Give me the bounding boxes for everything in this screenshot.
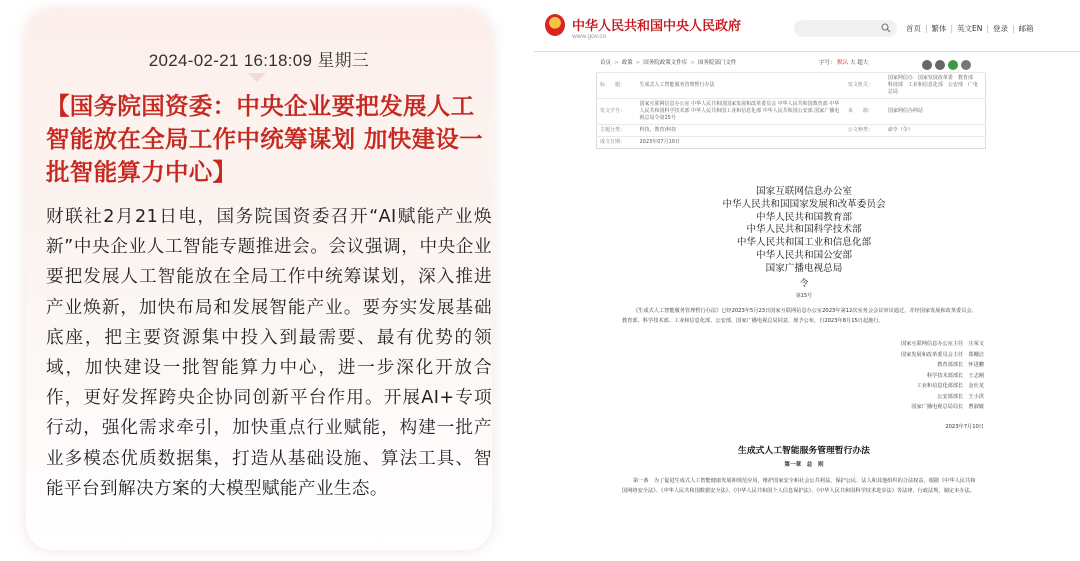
- breadcrumb: [600, 58, 736, 66]
- weibo-icon[interactable]: [935, 60, 945, 70]
- signatory: 工业和信息化部部长 金壮龙: [916, 383, 984, 389]
- link-login[interactable]: 登录: [992, 24, 1008, 33]
- agency-line: 中华人民共和国教育部: [756, 211, 852, 223]
- breadcrumb-sep: >: [635, 60, 641, 66]
- font-size-selector: [819, 58, 868, 66]
- meta-key: 发文机关：: [845, 73, 885, 99]
- document-meta-table: [596, 72, 986, 149]
- news-card: [26, 10, 492, 550]
- agency-line: 中华人民共和国科学技术部: [746, 224, 862, 236]
- meta-key: 来 源：: [845, 99, 885, 125]
- link-traditional[interactable]: 繁体: [931, 24, 947, 33]
- font-size-label: 字号：: [819, 60, 836, 66]
- preface-paragraph: 《生成式人工智能服务管理暂行办法》已经2023年5月23日国家互联网信息办公室2023年第12次室务会会议审议通过，并经国家发展和改革委员会、教育部、科学技术部、工业和信息化部、公安部、国家广播电视总局同意，现予公布，自2023年8月15日起施行。: [622, 308, 977, 324]
- font-size-large[interactable]: 大: [850, 60, 856, 66]
- link-english[interactable]: 英文EN: [957, 24, 983, 33]
- search-icon[interactable]: [881, 23, 891, 33]
- meta-topic: 科技、教育\科技: [637, 125, 845, 137]
- agency-line: 国家互联网信息办公室: [756, 186, 852, 197]
- chapter-title: 第一章 总 则: [784, 462, 824, 468]
- separator: |: [950, 24, 954, 33]
- breadcrumb-item[interactable]: 政策: [621, 60, 633, 66]
- signatory: 科学技术部部长 王志刚: [926, 372, 984, 379]
- national-emblem-icon: [545, 14, 565, 36]
- meta-key: 公文种类：: [845, 125, 885, 137]
- meta-title: 生成式人工智能服务管理暂行办法: [637, 73, 845, 99]
- wechat-icon[interactable]: [948, 60, 958, 70]
- separator: |: [1011, 24, 1015, 33]
- order-number: 第15号: [795, 293, 813, 299]
- search-input[interactable]: [794, 20, 897, 37]
- site-header: [534, 10, 1080, 52]
- separator: |: [925, 24, 928, 33]
- meta-source: 国家网信办网站: [885, 99, 986, 125]
- signatories: [824, 339, 984, 413]
- signatory: 教育部部长 怀进鹏: [937, 362, 984, 368]
- meta-key: 标 题：: [597, 73, 637, 99]
- font-size-xlarge[interactable]: 超大: [857, 60, 869, 66]
- news-body: 财联社2月21日电，国务院国资委召开“AI赋能产业焕新”中央企业人工智能专题推进会。会议强调，中央企业要把发展人工智能放在全局工作中统筹谋划，深入推进产业焕新，加快布局和发展智能产业。要夯实发展基础底座，把主要资源集中投入到最需要、最有优势的领域，加快建设一批智能算力中心，进一步深化开放合作，更好发挥跨央企协同创新平台作用。开展AI+专项行动，强化需求牵引，加快重点行业赋能，构建一批产业多模态优质数据集，打造从基础设施、算法工具、智能平台到解决方案的大模型赋能产业生态。: [46, 207, 492, 499]
- meta-doc-number: 国家互联网信息办公室 中华人民共和国国家发展和改革委员会 中华人民共和国教育部 中华人民共和国科学技术部 中华人民共和国工业和信息化部 中华人民共和国公安部 国家广播电视总局令第15号: [637, 99, 845, 125]
- breadcrumb-sep: >: [690, 60, 695, 66]
- timestamp-pointer: [248, 73, 266, 82]
- site-domain: www.gov.cn: [572, 33, 607, 40]
- breadcrumb-sep: >: [614, 60, 619, 66]
- agency-line: 中华人民共和国公安部: [756, 249, 852, 261]
- signatory: 国家发展和改革委员会主任 郑栅洁: [900, 351, 984, 358]
- agency-line: 国家广播电视总局: [765, 262, 843, 274]
- signatory: 国家广播电视总局局长 曹淑敏: [911, 404, 984, 410]
- link-icon[interactable]: [961, 60, 971, 70]
- agency-line: 中华人民共和国工业和信息化部: [736, 237, 872, 249]
- meta-issuer: 国家网信办 国家发展改革委 教育部 科技部 工业和信息化部 公安部 广电总局: [885, 73, 986, 99]
- meta-key: 成文日期：: [597, 137, 637, 149]
- signatory: 国家互联网信息办公室主任 庄荣文: [900, 341, 984, 347]
- news-timestamp: 2024-02-21 16:18:09 星期三: [148, 51, 370, 70]
- signatory: 公安部部长 王小洪: [937, 393, 984, 400]
- top-links: [906, 23, 1033, 34]
- print-icon[interactable]: [922, 60, 932, 70]
- news-flash-panel: [0, 0, 510, 561]
- link-mail[interactable]: 邮箱: [1018, 24, 1034, 33]
- separator: |: [986, 24, 989, 33]
- breadcrumb-item[interactable]: 首页: [600, 60, 612, 66]
- gov-policy-page: [534, 0, 1080, 561]
- issuing-agencies: [614, 186, 994, 276]
- breadcrumb-item[interactable]: 国务院部门文件: [697, 60, 737, 66]
- meta-doc-type: 命令（令）: [885, 125, 986, 137]
- agency-line: 中华人民共和国国家发展和改革委员会: [722, 198, 886, 210]
- site-title[interactable]: 中华人民共和国中央人民政府: [572, 19, 742, 34]
- sign-date: 2023年7月10日: [945, 424, 984, 430]
- share-icons: [922, 55, 976, 67]
- font-size-default[interactable]: 默认: [837, 60, 849, 66]
- meta-key: 主题分类：: [597, 125, 637, 137]
- regulation-title: 生成式人工智能服务管理暂行办法: [738, 446, 870, 456]
- order-word: 令: [799, 279, 809, 289]
- news-headline: 【国务院国资委：中央企业要把发展人工智能放在全局工作中统筹谋划 加快建设一批智能算力中心】: [46, 92, 483, 186]
- article-paragraph: 第一条 为了促进生成式人工智能健康发展和规范应用，维护国家安全和社会公共利益，保护公民、法人和其他组织的合法权益，根据《中华人民共和国网络安全法》、《中华人民共和国数据安全法》、《中华人民共和国个人信息保护法》、《中华人民共和国科学技术进步法》等法律、行政法规，制定本办法。: [622, 478, 976, 494]
- meta-key: 发文字号：: [597, 99, 637, 125]
- link-home[interactable]: 首页: [906, 24, 921, 33]
- breadcrumb-item[interactable]: 国务院政策文件库: [643, 60, 688, 66]
- meta-date: 2023年07月10日: [637, 137, 986, 149]
